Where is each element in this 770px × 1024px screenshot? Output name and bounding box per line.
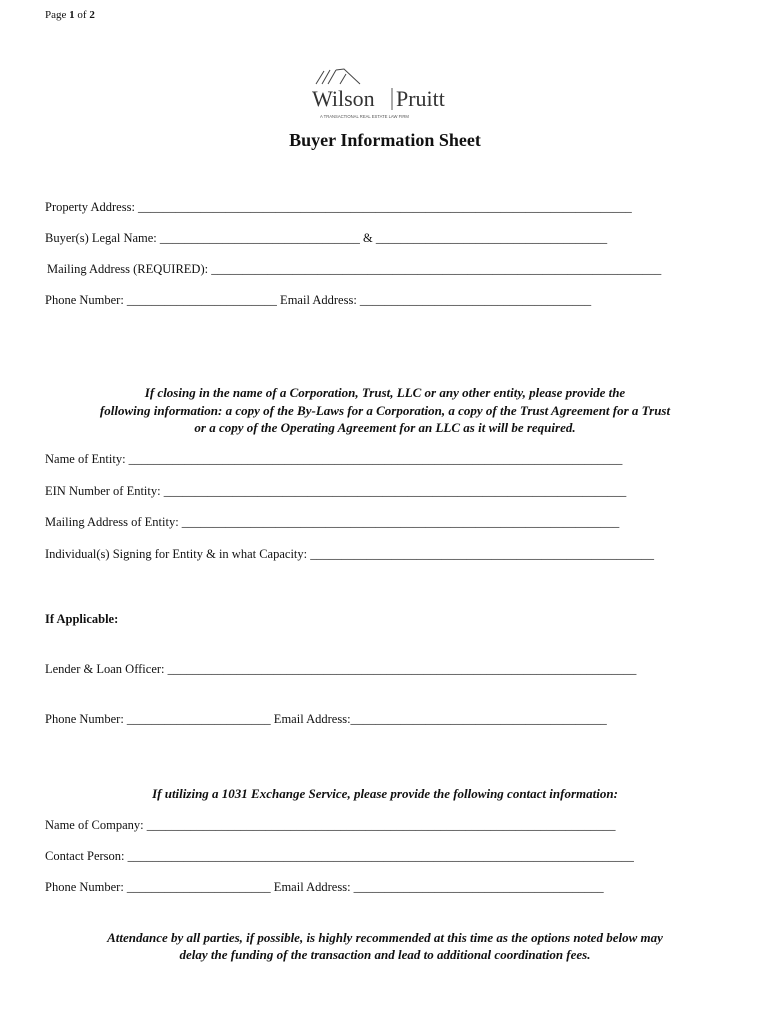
entity-notice-line-1: If closing in the name of a Corporation, Trust, LLC or any other entity, please provide the xyxy=(144,385,626,400)
mailing-address-field[interactable]: Mailing Address (REQUIRED): ________________________________________________________________________ xyxy=(47,262,662,276)
exchange-company-field[interactable]: Name of Company: ___________________________________________________________________________ xyxy=(45,818,616,832)
buyer-phone-email-field[interactable]: Phone Number: ________________________ Email Address: _____________________________________ xyxy=(45,293,592,307)
attendance-line-1: Attendance by all parties, if possible, is highly recommended at this time as the options noted below may xyxy=(107,930,663,945)
page-title: Buyer Information Sheet xyxy=(289,130,481,150)
exchange-phone-email-field[interactable]: Phone Number: _______________________ Email Address: ________________________________________ xyxy=(45,880,604,894)
lender-phone-email-field[interactable]: Phone Number: _______________________ Email Address:_________________________________________ xyxy=(45,712,607,726)
attendance-line-2: delay the funding of the transaction and lead to additional coordination fees. xyxy=(179,947,591,962)
logo-tagline: A TRANSACTIONAL REAL ESTATE LAW FIRM xyxy=(320,114,409,119)
if-applicable-heading: If Applicable: xyxy=(45,612,119,626)
page-prefix: Page xyxy=(45,9,70,21)
entity-ein-field[interactable]: EIN Number of Entity: __________________________________________________________________________ xyxy=(45,484,627,498)
page-current: 1 xyxy=(69,9,75,21)
exchange-notice: If utilizing a 1031 Exchange Service, please provide the following contact information: xyxy=(152,786,618,801)
page-total: 2 xyxy=(89,9,95,21)
logo-name-left: Wilson xyxy=(312,86,375,111)
property-address-field[interactable]: Property Address: _______________________________________________________________________________ xyxy=(45,200,632,214)
exchange-contact-field[interactable]: Contact Person: _________________________________________________________________________________ xyxy=(45,849,634,863)
entity-notice-line-3: or a copy of the Operating Agreement for an LLC as it will be required. xyxy=(194,420,576,435)
entity-signers-field[interactable]: Individual(s) Signing for Entity & in what Capacity: _______________________________________________________ xyxy=(45,547,654,561)
wilson-pruitt-logo xyxy=(308,66,468,122)
buyer-legal-name-field[interactable]: Buyer(s) Legal Name: ________________________________ & _____________________________________ xyxy=(45,231,608,245)
entity-name-field[interactable]: Name of Entity: _______________________________________________________________________________ xyxy=(45,452,623,466)
lender-field[interactable]: Lender & Loan Officer: ___________________________________________________________________________ xyxy=(45,662,637,676)
logo-name-right: Pruitt xyxy=(396,86,445,111)
page-number xyxy=(45,9,95,21)
page-of: of xyxy=(74,9,90,21)
roof-lines-icon xyxy=(308,66,468,122)
entity-notice-line-2: following information: a copy of the By-Laws for a Corporation, a copy of the Trust Agreement for a Trust xyxy=(99,403,671,418)
entity-mailing-field[interactable]: Mailing Address of Entity: ______________________________________________________________________ xyxy=(45,515,620,529)
